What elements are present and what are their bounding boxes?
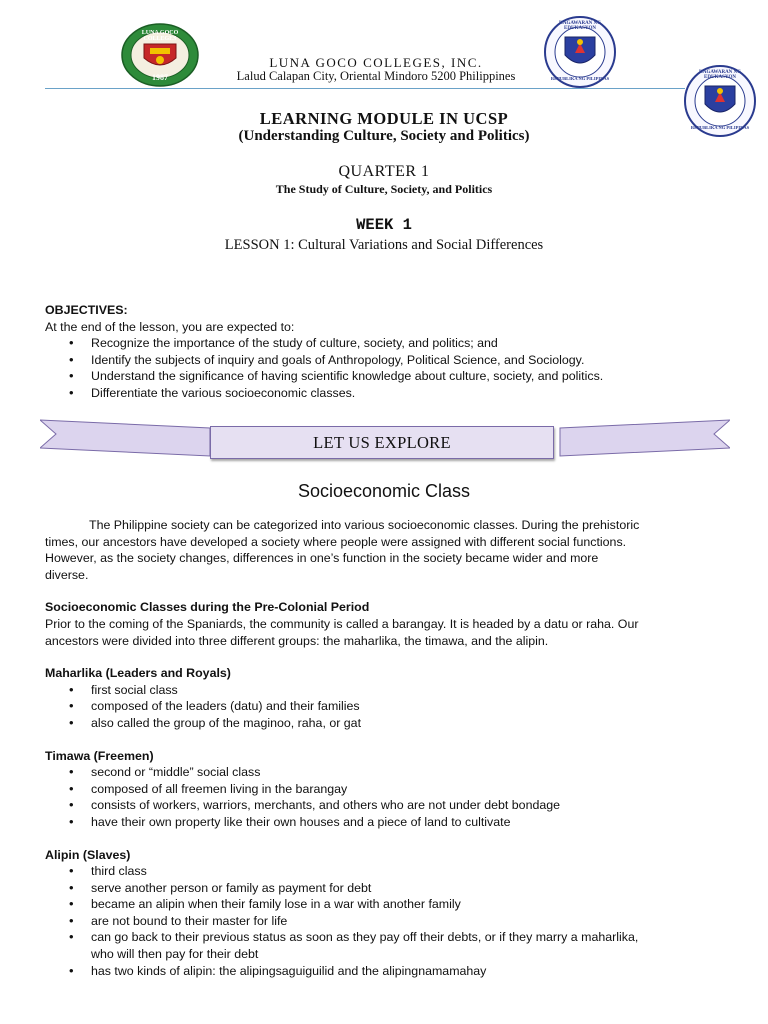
list-item-text: • can go back to their previous status as soon as they pay off their debts, or if they marry a maharlika,: [91, 930, 639, 945]
timawa-list: [45, 764, 735, 830]
list-item: • third class: [45, 863, 735, 880]
let-us-explore-banner: LET US EXPLORE: [210, 426, 554, 459]
section-body: [45, 517, 735, 979]
list-item: • serve another person or family as payment for debt: [45, 880, 735, 897]
list-item: • Understand the significance of having scientific knowledge about culture, society, and politics.: [45, 368, 735, 385]
luna-goco-logo-year: 1987: [152, 73, 168, 82]
list-item: • composed of the leaders (datu) and their families: [45, 698, 735, 715]
school-address: Lalud Calapan City, Oriental Mindoro 5200 Philippines: [236, 69, 516, 83]
maharlika-heading: Maharlika (Leaders and Royals): [45, 666, 231, 681]
section-title: Socioeconomic Class: [297, 481, 471, 501]
lesson-title: LESSON 1: Cultural Variations and Social Differences: [224, 237, 544, 253]
maharlika-list: [45, 682, 735, 732]
list-item: • has two kinds of alipin: the alipingsaguiguilid and the alipingnamamahay: [45, 963, 735, 980]
objectives: [45, 302, 735, 402]
precolonial-line: Prior to the coming of the Spaniards, the community is called a barangay. It is headed by a datu or raha. Our: [45, 616, 639, 631]
list-item: • became an alipin when their family lose in a war with another family: [45, 896, 735, 913]
precolonial-heading: Socioeconomic Classes during the Pre-Colonial Period: [45, 600, 370, 615]
deped-seal-right-text: KAGAWARAN NG EDUKASYON: [698, 70, 742, 80]
quarter-title: QUARTER 1: [338, 163, 430, 180]
alipin-list: [45, 863, 735, 979]
quarter-topic: The Study of Culture, Society, and Politics: [275, 182, 493, 196]
list-item: • also called the group of the maginoo, raha, or gat: [45, 715, 735, 732]
module-title: LEARNING MODULE IN UCSP: [259, 109, 509, 128]
intro-line: However, as the society changes, differences in one’s function in the society became wider and more: [45, 551, 599, 566]
list-item: [45, 929, 735, 962]
header-divider: [45, 88, 685, 89]
intro-line: The Philippine society can be categorized into various socioeconomic classes. During the prehistoric: [89, 518, 640, 532]
intro-paragraph: [45, 517, 735, 583]
timawa-heading: Timawa (Freemen): [45, 748, 154, 763]
objectives-heading: OBJECTIVES:: [45, 303, 128, 317]
objectives-intro: At the end of the lesson, you are expected to:: [45, 319, 295, 334]
intro-line: diverse.: [45, 567, 89, 582]
school-name: LUNA GOCO COLLEGES, INC.: [269, 55, 483, 70]
list-item: • Identify the subjects of inquiry and goals of Anthropology, Political Science, and Sociology.: [45, 352, 735, 369]
deped-seal-top-bottom-text: REPUBLIKA NG PILIPINAS: [550, 76, 610, 81]
precolonial-line: ancestors were divided into three different groups: the maharlika, the timawa, and the alipin.: [45, 633, 549, 648]
list-item: • second or “middle” social class: [45, 764, 735, 781]
list-item: • Differentiate the various socioeconomic classes.: [45, 385, 735, 402]
list-item: • consists of workers, warriors, merchants, and others who are not under debt bondage: [45, 797, 735, 814]
list-item: • composed of all freemen living in the barangay: [45, 781, 735, 798]
list-item: • first social class: [45, 682, 735, 699]
list-item-continuation: who will then pay for their debt: [91, 947, 259, 962]
alipin-heading: Alipin (Slaves): [45, 847, 131, 862]
week-title: WEEK 1: [356, 216, 412, 234]
list-item: • have their own property like their own houses and a piece of land to cultivate: [45, 814, 735, 831]
deped-seal-right-bottom-text: REPUBLIKA NG PILIPINAS: [690, 125, 750, 130]
deped-seal-top-text: KAGAWARAN NG EDUKASYON: [558, 21, 602, 31]
list-item: • are not bound to their master for life: [45, 913, 735, 930]
objectives-list: [45, 335, 735, 401]
module-subtitle: (Understanding Culture, Society and Politics): [238, 128, 530, 144]
list-item: • Recognize the importance of the study of culture, society, and politics; and: [45, 335, 735, 352]
intro-line: times, our ancestors have developed a society where people were assigned with different social functions.: [45, 534, 627, 549]
luna-goco-logo-text: LUNA GOCO COLLEGES: [141, 30, 179, 42]
